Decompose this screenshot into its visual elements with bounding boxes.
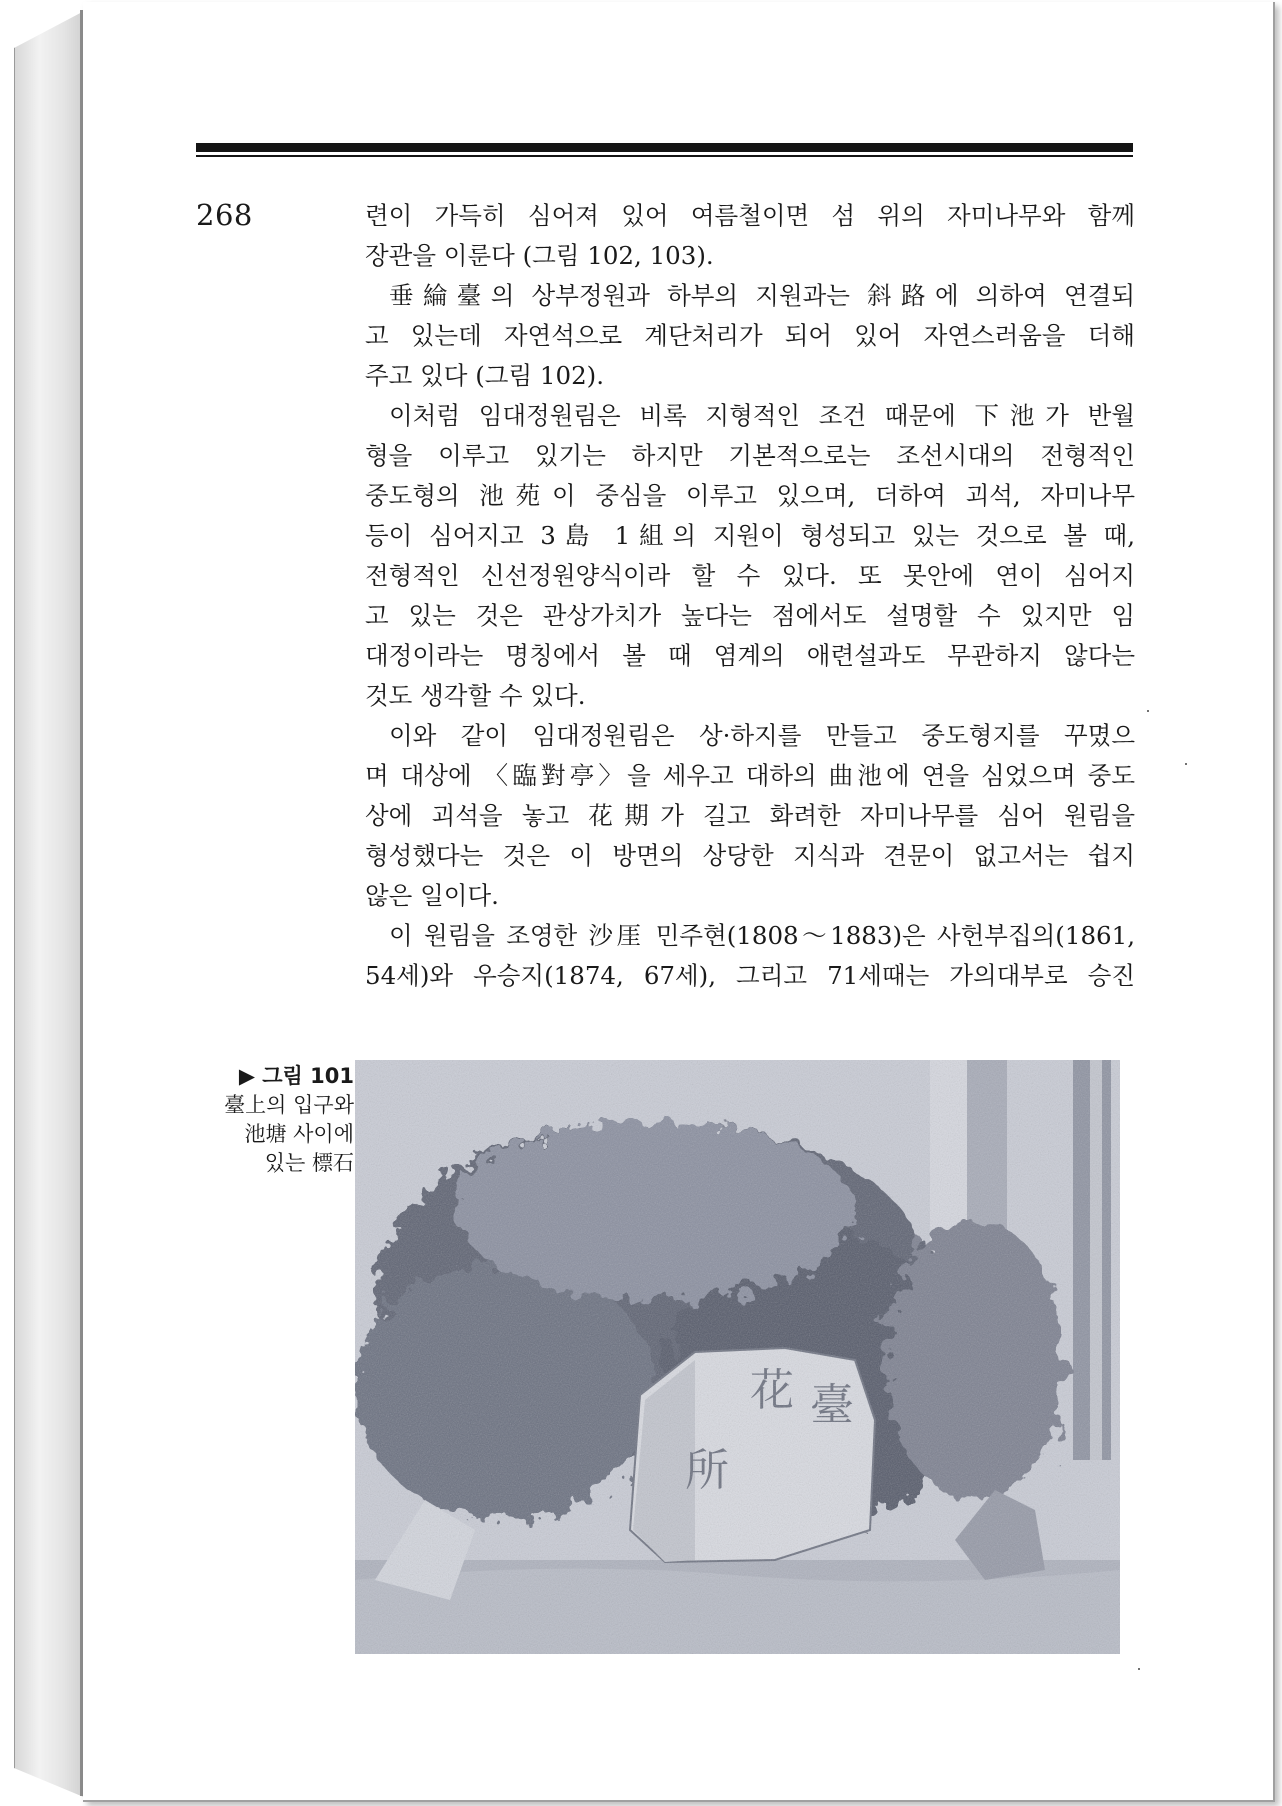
text-line: 주고 있다 (그림 102).	[365, 361, 605, 390]
text-line: 것도 생각할 수 있다.	[365, 681, 586, 710]
text-line: 垂綸臺의 상부정원과 하부의 지원과는 斜路에 의하여 연결되	[389, 281, 1135, 310]
text-line: 등이 심어지고 3島 1組의 지원이 형성되고 있는 것으로 볼 때,	[365, 521, 1135, 550]
header-rule-thick	[196, 143, 1133, 152]
speck	[1138, 1668, 1140, 1670]
text-line: 장관을 이룬다 (그림 102, 103).	[365, 241, 714, 270]
text-line: 며 대상에 〈臨對亭〉을 세우고 대하의 曲池에 연을 심었으며 중도	[365, 761, 1135, 790]
figure-caption	[186, 1062, 354, 1178]
figure-label: ▶ 그림 101	[238, 1064, 354, 1088]
speck	[1147, 710, 1149, 712]
caption-line: 池塘 사이에	[244, 1122, 354, 1146]
text-line: 대정이라는 명칭에서 볼 때 염계의 애련설과도 무관하지 않다는	[365, 641, 1135, 670]
book-spine	[14, 10, 86, 1798]
text-line: 이처럼 임대정원림은 비록 지형적인 조건 때문에 下池가 반월	[389, 401, 1135, 430]
text-line: 형성했다는 것은 이 방면의 상당한 지식과 견문이 없고서는 쉽지	[365, 841, 1135, 870]
page-number: 268	[196, 198, 253, 232]
text-line: 고 있는 것은 관상가치가 높다는 점에서도 설명할 수 있지만 임	[365, 601, 1135, 630]
text-line: 않은 일이다.	[365, 881, 499, 910]
text-line: 련이 가득히 심어져 있어 여름철이면 섬 위의 자미나무와 함께	[365, 201, 1135, 230]
caption-line: 있는 標石	[264, 1151, 354, 1175]
text-line: 54세)와 우승지(1874, 67세), 그리고 71세때는 가의대부로 승진	[365, 961, 1135, 990]
text-line: 고 있는데 자연석으로 계단처리가 되어 있어 자연스러움을 더해	[365, 321, 1135, 350]
photo-illustration	[355, 1060, 1120, 1654]
speck	[1185, 763, 1187, 765]
text-line: 형을 이루고 있기는 하지만 기본적으로는 조선시대의 전형적인	[365, 441, 1135, 470]
figure-photo	[355, 1060, 1120, 1654]
header-rule-thin	[196, 155, 1133, 157]
text-line: 전형적인 신선정원양식이라 할 수 있다. 또 못안에 연이 심어지	[365, 561, 1135, 590]
text-line: 중도형의 池苑이 중심을 이루고 있으며, 더하여 괴석, 자미나무	[365, 481, 1135, 510]
body-text	[365, 196, 1135, 996]
text-line: 이와 같이 임대정원림은 상·하지를 만들고 중도형지를 꾸몄으	[389, 721, 1135, 750]
caption-line: 臺上의 입구와	[224, 1093, 354, 1117]
text-line: 상에 괴석을 놓고 花期가 길고 화려한 자미나무를 심어 원림을	[365, 801, 1135, 830]
text-line: 이 원림을 조영한 沙厓 민주현(1808～1883)은 사헌부집의(1861,	[389, 921, 1135, 950]
